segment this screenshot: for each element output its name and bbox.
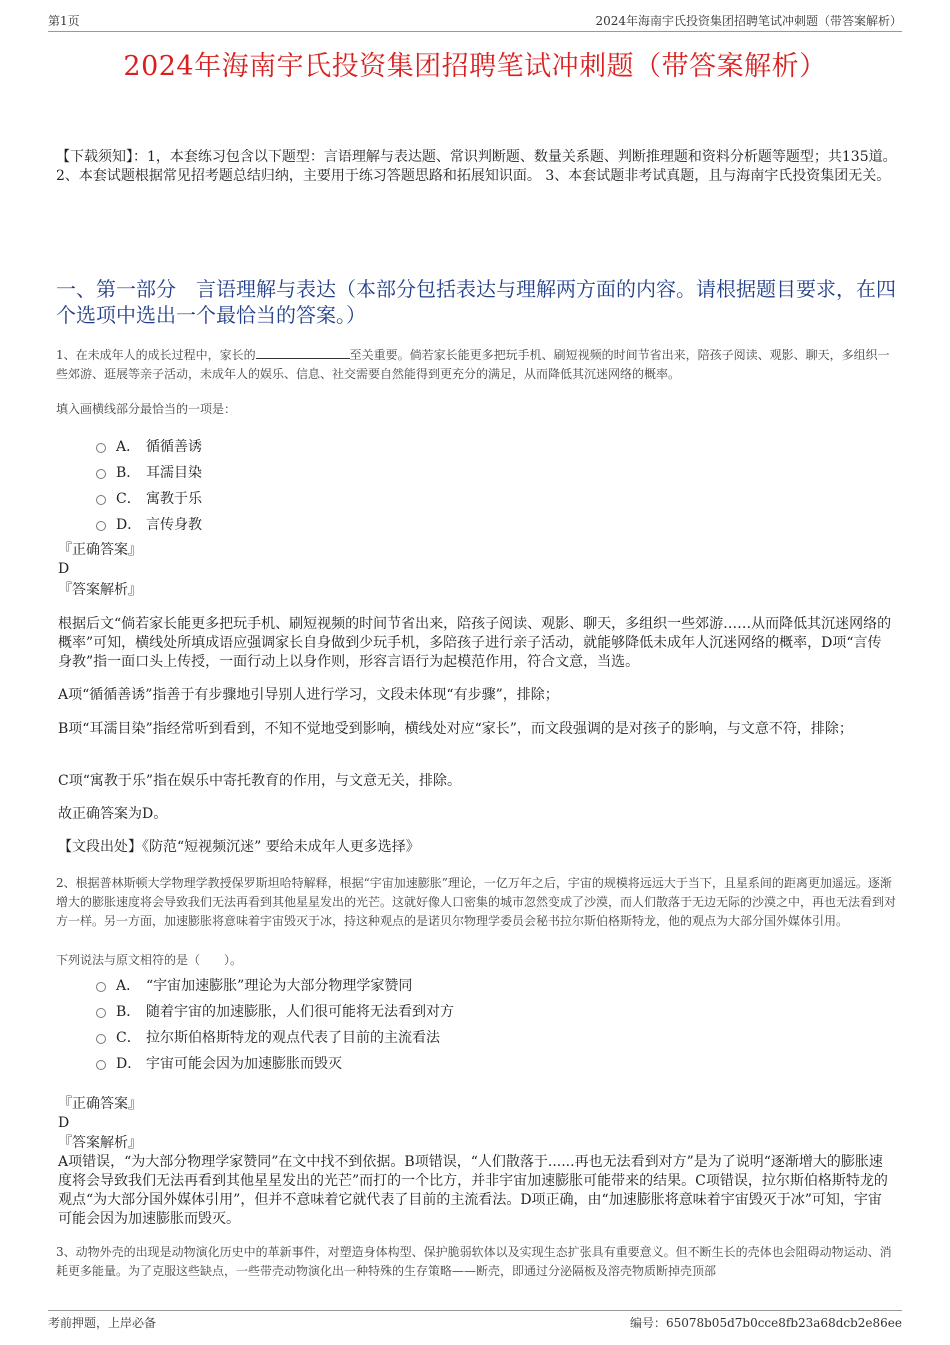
answer-value: D	[58, 1115, 70, 1131]
option-letter: B．	[116, 465, 141, 481]
document-code: 编号：65078b05d7b0cce8fb23a68dcb2e86ee	[629, 1316, 902, 1330]
question-2-prompt: 下列说法与原文相符的是（ ）。	[56, 953, 243, 967]
analysis-paragraph: B项“耳濡目染”指经常听到看到，不知不觉地受到影响，横线处对应“家长”，而文段强调的是对孩子的影响，与文意不符，排除；	[58, 721, 853, 737]
document-title: 2024年海南宇氏投资集团招聘笔试冲刺题（带答案解析）	[123, 51, 827, 82]
analysis-paragraph: 故正确答案为D。	[58, 806, 168, 822]
option-b[interactable]	[96, 459, 202, 485]
option-text: “宇宙加速膨胀”理论为大部分物理学家赞同	[146, 978, 413, 994]
option-letter: D．	[116, 1056, 142, 1072]
download-notice: 【下载须知】：1，本套练习包含以下题型：言语理解与表达题、常识判断题、数量关系题、判断推理题和资料分析题等题型；共135道。 2、本套试题根据常见招考题总结归纳，主要用于练习答题思路和拓展知识面。 3、本套试题非考试真题，且与海南宇氏投资集团无关。	[56, 149, 897, 184]
radio-icon[interactable]	[96, 443, 106, 453]
radio-icon[interactable]	[96, 521, 106, 531]
radio-icon[interactable]	[96, 469, 106, 479]
option-text: 耳濡目染	[146, 465, 202, 481]
answer-label: 『正确答案』	[58, 1096, 142, 1112]
option-text: 寓教于乐	[146, 491, 202, 507]
question-1-stem-end: 至关重要。倘若家长能更多把玩手机、刷短视频的时间节省出来，陪孩子阅读、观影、聊天，多组织一些郊游、逛展等亲子活动，未成年人的娱乐、信息、社交需要自然能得到更充分的满足，从而降低其沉迷网络的概率。	[56, 348, 890, 381]
question-2-options	[96, 972, 454, 1076]
header-divider	[48, 31, 902, 32]
option-a[interactable]	[96, 433, 202, 459]
question-1-prompt: 填入画横线部分最恰当的一项是：	[56, 402, 237, 416]
source-citation: 【文段出处】《防范“短视频沉迷” 要给未成年人更多选择》	[58, 839, 420, 855]
option-text: 随着宇宙的加速膨胀，人们很可能将无法看到对方	[146, 1004, 454, 1020]
option-c[interactable]	[96, 485, 202, 511]
question-1-options	[96, 433, 202, 537]
radio-icon[interactable]	[96, 495, 106, 505]
option-text: 言传身教	[146, 517, 202, 533]
option-a[interactable]	[96, 972, 454, 998]
option-d[interactable]	[96, 1050, 454, 1076]
option-letter: D．	[116, 517, 142, 533]
section-heading: 一、第一部分 言语理解与表达（本部分包括表达与理解两方面的内容。请根据题目要求，在四个选项中选出一个最恰当的答案。）	[56, 277, 896, 327]
option-letter: C．	[116, 491, 141, 507]
option-letter: A．	[116, 978, 141, 994]
answer-label: 『正确答案』	[58, 542, 142, 558]
option-text: 拉尔斯伯格斯特龙的观点代表了目前的主流看法	[146, 1030, 440, 1046]
question-1-stem	[56, 346, 898, 384]
option-b[interactable]	[96, 998, 454, 1024]
page-number: 第1页	[48, 14, 80, 28]
radio-icon[interactable]	[96, 1060, 106, 1070]
option-text: 宇宙可能会因为加速膨胀而毁灭	[146, 1056, 342, 1072]
option-c[interactable]	[96, 1024, 454, 1050]
footer-slogan: 考前押题，上岸必备	[48, 1316, 157, 1330]
fill-blank	[256, 348, 350, 359]
radio-icon[interactable]	[96, 982, 106, 992]
footer-divider	[48, 1310, 902, 1311]
option-letter: B．	[116, 1004, 141, 1020]
question-1-stem-start: 1、在未成年人的成长过程中，家长的	[56, 348, 256, 362]
radio-icon[interactable]	[96, 1008, 106, 1018]
analysis-label: 『答案解析』	[58, 582, 142, 598]
radio-icon[interactable]	[96, 1034, 106, 1044]
analysis-paragraph: A项“循循善诱”指善于有步骤地引导别人进行学习，文段未体现“有步骤”，排除；	[58, 687, 559, 703]
option-letter: C．	[116, 1030, 141, 1046]
analysis-paragraph: C项“寓教于乐”指在娱乐中寄托教育的作用，与文意无关，排除。	[58, 773, 462, 789]
header-doc-title: 2024年海南宇氏投资集团招聘笔试冲刺题（带答案解析）	[595, 14, 902, 28]
option-text: 循循善诱	[146, 439, 202, 455]
analysis-label: 『答案解析』	[58, 1135, 142, 1151]
analysis-paragraph: 根据后文“倘若家长能更多把玩手机、刷短视频的时间节省出来，陪孩子阅读、观影、聊天，多组织一些郊游……从而降低其沉迷网络的概率”可知，横线处所填成语应强调家长自身做到少玩手机，多陪孩子进行亲子活动，就能够降低未成年人沉迷网络的概率，D项“言传身教”指一面口头上传授，一面行动上以身作则，形容言语行为起模范作用，符合文意，当选。	[58, 616, 892, 670]
option-letter: A．	[116, 439, 141, 455]
option-d[interactable]	[96, 511, 202, 537]
analysis-paragraph: A项错误，“为大部分物理学家赞同”在文中找不到依据。B项错误，“人们散落于......再也无法看到对方”是为了说明“逐渐增大的膨胀速度将会导致我们无法再看到其他星星发出的光芒”而打的一个比方，并非宇宙加速膨胀可能带来的结果。C项错误，拉尔斯伯格斯特龙的观点“为大部分国外媒体引用”，但并不意味着它就代表了目前的主流看法。D项正确，由“加速膨胀将意味着宇宙毁灭于冰”可知，宇宙可能会因为加速膨胀而毁灭。	[58, 1154, 888, 1227]
question-2-stem: 2、根据普林斯顿大学物理学教授保罗斯坦哈特解释，根据“宇宙加速膨胀”理论，一亿万年之后，宇宙的规模将远远大于当下，且星系间的距离更加遥远。逐渐增大的膨胀速度将会导致我们无法再看到其他星星发出的光芒。这就好像人口密集的城市忽然变成了沙漠，而人们散落于无边无际的沙漠之中，再也无法看到对方一样。另一方面，加速膨胀将意味着宇宙毁灭于冰，持这种观点的是诺贝尔物理学委员会秘书拉尔斯伯格斯特龙，他的观点为大部分国外媒体引用。	[56, 876, 897, 928]
answer-value: D	[58, 561, 70, 577]
question-3-stem: 3、动物外壳的出现是动物演化历史中的革新事件，对塑造身体构型、保护脆弱软体以及实现生态扩张具有重要意义。但不断生长的壳体也会阻碍动物运动、消耗更多能量。为了克服这些缺点，一些带壳动物演化出一种特殊的生存策略——断壳，即通过分泌隔板及溶壳物质断掉壳顶部	[56, 1245, 892, 1278]
page-footer	[48, 1314, 902, 1331]
